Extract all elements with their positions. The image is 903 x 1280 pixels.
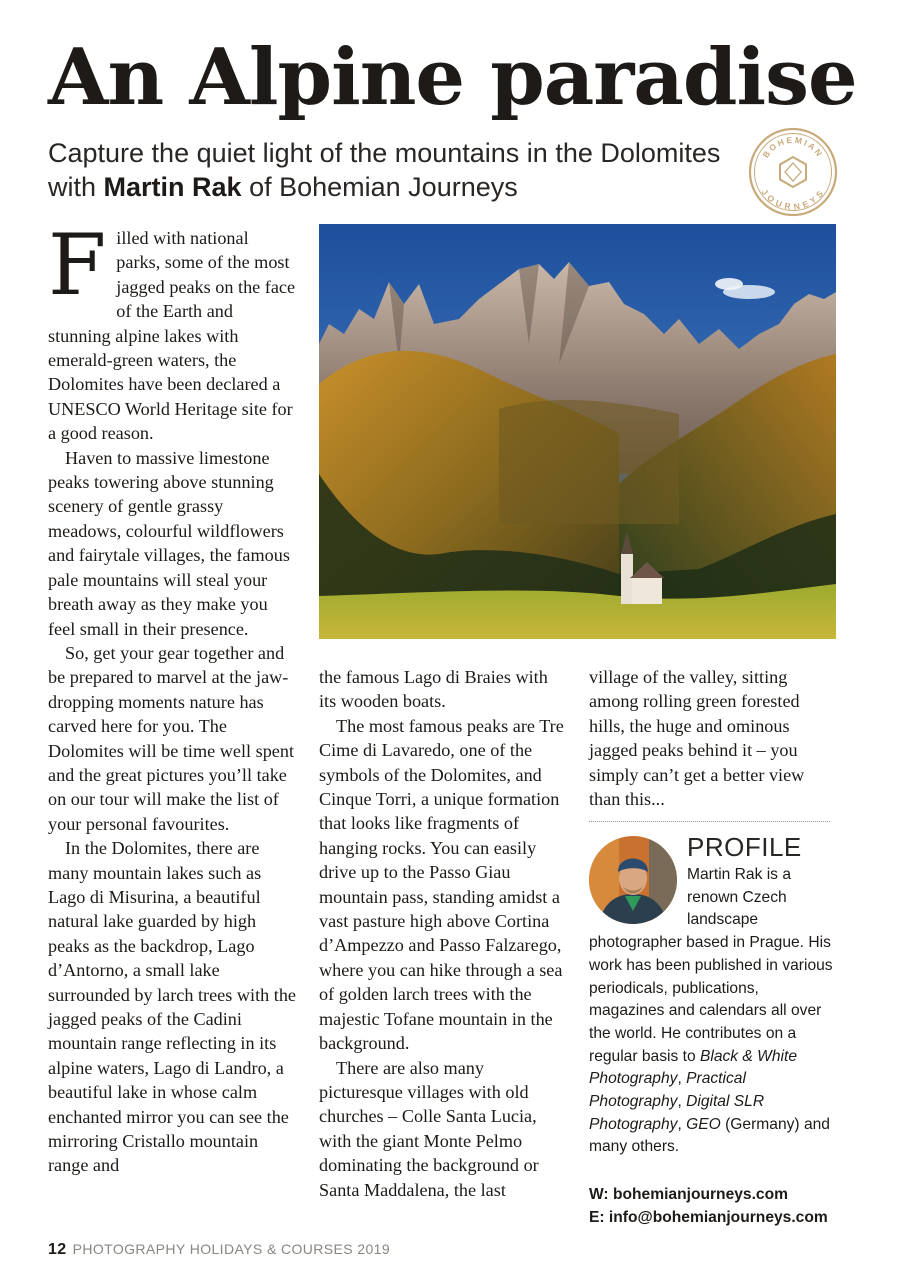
paragraph-3: So, get your gear together and be prepared to marvel at the jaw-dropping moments nature has carved here for you. The Dolomites will be time well spent and the great pictures you’ll take on our tour will make the list of your personal favourites. xyxy=(48,642,295,834)
paragraph-6: The most famous peaks are Tre Cime di Lavaredo, one of the symbols of the Dolomites, and Cinque Torri, a unique formation that looks like fragments of hanging rocks. You can easily drive up to the Passo Giau mountain pass, standing amidst a vast pasture high above Cortina d’Ampezzo and Passo Falzarego, where you can hike through a sea of golden larch trees with the majestic Tofane mountain in the background. xyxy=(319,715,564,1054)
bohemian-journeys-logo xyxy=(748,127,838,217)
paragraph-1-text: illed with national parks, some of the most jagged peaks on the face of the Earth and stunning alpine lakes with emerald-green waters, the Dolomites have been declared a UNESCO World Heritage site for a good reason. xyxy=(48,228,296,444)
paragraph-4: In the Dolomites, there are many mountain lakes such as Lago di Misurina, a beautiful natural lake guarded by high peaks as the backdrop, Lago d’Antorno, a small lake surrounded by larch trees with the jagged peaks of the Cadini mountain range reflecting in its alpine waters, Lago di Landro, a beautiful lake in whose calm enchanted mirror you can see the mirroring Cristallo mountain range and xyxy=(48,838,296,1176)
page-title: An Alpine paradise xyxy=(48,32,857,123)
separator: , xyxy=(677,1093,687,1111)
profile-bio-text: Martin Rak is a renown Czech landscape photographer based in Prague. His work has been published in various periodicals, publications, magazines and calendars all over the world. He contributes on a regular basis to xyxy=(589,866,833,1065)
logo-text-top: BOHEMIAN xyxy=(760,134,826,160)
author-name: Martin Rak xyxy=(103,172,242,202)
subtitle-text: Capture the quiet light of the mountains in the Dolomites with xyxy=(48,138,721,202)
email-link[interactable]: E: info@bohemianjourneys.com xyxy=(589,1208,828,1226)
profile-bio-end: (Germany) and many others. xyxy=(589,1115,830,1156)
profile-heading: PROFILE xyxy=(687,832,802,862)
publication-title: PHOTOGRAPHY HOLIDAYS & COURSES 2019 xyxy=(72,1241,391,1257)
paragraph-1 xyxy=(48,216,297,446)
drop-cap: F xyxy=(48,216,107,314)
article-column-3 xyxy=(589,665,834,811)
mountain-church-photo-icon xyxy=(319,224,836,639)
profile-box xyxy=(589,832,834,1230)
logo-text-bottom: JOURNEYS xyxy=(759,187,827,212)
separator: , xyxy=(677,1115,687,1133)
page-number: 12 xyxy=(48,1241,67,1258)
publication-name: Digital SLR Photography xyxy=(589,1093,765,1133)
paragraph-5: the famous Lago di Braies with its wooden boats. xyxy=(319,667,548,712)
subtitle-text-end: of Bohemian Journeys xyxy=(241,172,518,202)
publication-name: Black & White Photography xyxy=(589,1047,798,1088)
publication-name: Practical Photography xyxy=(589,1070,746,1111)
article-column-2 xyxy=(319,665,568,1202)
subtitle xyxy=(48,136,738,204)
contact-info xyxy=(589,1184,834,1229)
separator: , xyxy=(677,1070,687,1088)
paragraph-2: Haven to massive limestone peaks towering above stunning scenery of gentle grassy meadows, colourful wildflowers and fairytale villages, the famous pale mountains will steal your breath away as they make you feel small in their presence. xyxy=(48,447,290,639)
page-footer xyxy=(48,1240,390,1259)
profile-divider xyxy=(589,821,830,822)
article-column-1 xyxy=(48,216,297,1178)
website-link[interactable]: W: bohemianjourneys.com xyxy=(589,1186,788,1204)
hero-photo xyxy=(319,224,836,639)
avatar xyxy=(589,836,677,924)
paragraph-8: village of the valley, sitting among rolling green forested hills, the huge and ominous jagged peaks behind it – you simply can’t get a better view than this... xyxy=(589,667,805,810)
paragraph-7: There are also many picturesque villages with old churches – Colle Santa Lucia, with the giant Monte Pelmo dominating the background or Santa Maddalena, the last xyxy=(319,1057,539,1200)
publication-name: GEO xyxy=(686,1115,721,1133)
